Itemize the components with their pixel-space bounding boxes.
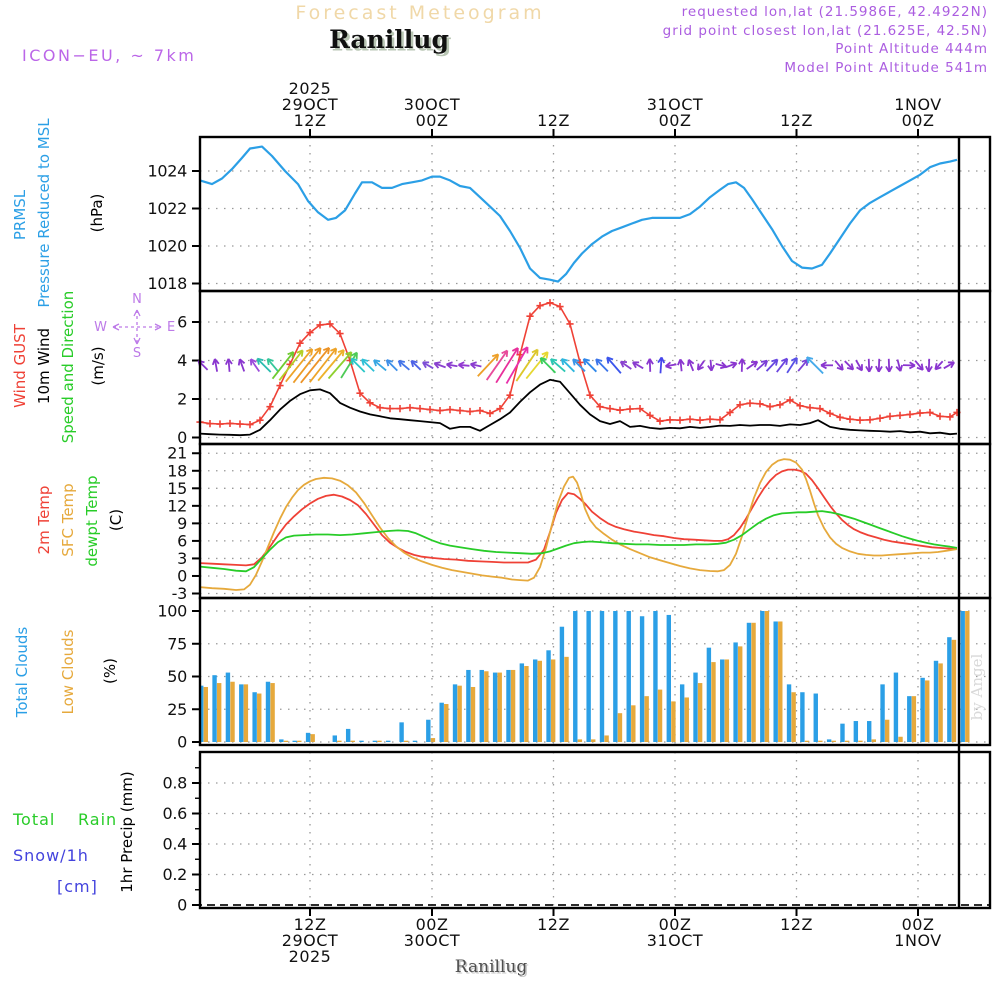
bar-low-clouds bbox=[377, 741, 381, 742]
bar-total-clouds bbox=[773, 621, 777, 742]
gust-plus-marker bbox=[786, 396, 793, 403]
gust-plus-marker bbox=[606, 405, 613, 412]
pressure-unit-label: (hPa) bbox=[88, 193, 106, 233]
bar-low-clouds bbox=[791, 692, 795, 742]
bar-low-clouds bbox=[725, 659, 729, 742]
bar-total-clouds bbox=[961, 611, 965, 742]
bar-total-clouds bbox=[399, 722, 403, 742]
wind-direction-arrow bbox=[724, 360, 737, 370]
bottom-date-label: 31OCT bbox=[646, 931, 704, 950]
wind-speed-dir-label: Speed and Direction bbox=[59, 290, 77, 444]
gust-plus-marker bbox=[226, 420, 233, 427]
bottom-date-label: 1NOV bbox=[894, 931, 942, 950]
bar-low-clouds bbox=[457, 686, 461, 742]
y-tick-label: 0 bbox=[177, 566, 187, 586]
wind-direction-arrow bbox=[605, 355, 623, 375]
bar-total-clouds bbox=[453, 684, 457, 742]
bar-total-clouds bbox=[279, 739, 283, 742]
y-tick-label: 18 bbox=[167, 461, 187, 481]
y-tick-label: 0.8 bbox=[162, 773, 187, 793]
wind-direction-arrow bbox=[715, 361, 727, 370]
gust-plus-marker bbox=[826, 410, 833, 417]
bar-total-clouds bbox=[480, 670, 484, 742]
wind-direction-arrow bbox=[433, 360, 446, 370]
gust-plus-marker bbox=[746, 400, 753, 407]
gust-plus-marker bbox=[236, 420, 243, 427]
y-tick-label: 25 bbox=[167, 699, 187, 719]
gust-plus-marker bbox=[766, 403, 773, 410]
figure-title: Forecast Meteogram bbox=[295, 2, 545, 24]
bar-total-clouds bbox=[293, 741, 297, 742]
precip-snow-label: Snow/1h bbox=[13, 846, 89, 865]
gust-plus-marker bbox=[676, 417, 683, 424]
bar-low-clouds bbox=[738, 646, 742, 742]
bar-low-clouds bbox=[805, 741, 809, 742]
top-hour-label: 00Z bbox=[901, 111, 935, 130]
bar-low-clouds bbox=[204, 687, 208, 742]
bar-total-clouds bbox=[947, 637, 951, 742]
wind-direction-arrow bbox=[470, 361, 482, 369]
gust-plus-marker bbox=[906, 411, 913, 418]
bar-total-clouds bbox=[934, 661, 938, 742]
bar-total-clouds bbox=[333, 735, 337, 742]
gust-plus-marker bbox=[206, 420, 213, 427]
gust-plus-marker bbox=[666, 416, 673, 423]
wind-10m-label: 10m Wind bbox=[35, 327, 53, 405]
bar-low-clouds bbox=[644, 696, 648, 742]
y-tick-label: 6 bbox=[177, 312, 187, 332]
y-tick-label: 6 bbox=[177, 531, 187, 551]
top-hour-label: 12Z bbox=[537, 111, 570, 130]
bar-low-clouds bbox=[604, 735, 608, 742]
gust-plus-marker bbox=[216, 420, 223, 427]
y-tick-label: 0.2 bbox=[162, 865, 187, 884]
bar-total-clouds bbox=[707, 648, 711, 742]
bar-low-clouds bbox=[618, 713, 622, 742]
y-tick-label: 1018 bbox=[147, 274, 187, 293]
wind-direction-arrow bbox=[619, 359, 633, 372]
gust-plus-marker bbox=[876, 415, 883, 422]
series-2m-temp bbox=[200, 470, 957, 566]
top-hour-label: 00Z bbox=[415, 111, 449, 130]
y-tick-label: 1020 bbox=[147, 236, 187, 256]
wind-direction-arrow bbox=[926, 359, 933, 372]
precip-rain-label: Rain bbox=[78, 810, 118, 829]
bar-low-clouds bbox=[925, 680, 929, 742]
bottom-date-label: 29OCT bbox=[281, 931, 339, 950]
bar-total-clouds bbox=[800, 692, 804, 742]
gust-plus-marker bbox=[486, 410, 493, 417]
gust-plus-marker bbox=[886, 413, 893, 420]
y-tick-label: 0 bbox=[177, 732, 187, 752]
bar-low-clouds bbox=[284, 741, 288, 742]
bar-total-clouds bbox=[613, 611, 617, 742]
bar-low-clouds bbox=[270, 683, 274, 742]
wind-direction-arrow bbox=[657, 357, 664, 373]
bar-total-clouds bbox=[640, 616, 644, 742]
bar-total-clouds bbox=[546, 650, 550, 742]
bar-total-clouds bbox=[306, 733, 310, 742]
top-hour-label: 12Z bbox=[293, 111, 327, 130]
gust-plus-marker bbox=[436, 407, 443, 414]
gust-plus-marker bbox=[466, 408, 473, 415]
compass-letter: E bbox=[167, 320, 176, 335]
bar-low-clouds bbox=[297, 741, 301, 742]
wind-direction-arrow bbox=[686, 359, 696, 372]
precip-unit-label: 1hr Precip (mm) bbox=[118, 771, 136, 893]
panel-frame bbox=[200, 598, 990, 745]
wind-direction-arrow bbox=[212, 358, 220, 372]
temp-2m-label: 2m Temp bbox=[35, 485, 53, 555]
credit-watermark: by Angel bbox=[968, 653, 986, 721]
bar-total-clouds bbox=[814, 694, 818, 742]
gust-plus-marker bbox=[896, 412, 903, 419]
grid-point-coords: grid point closest lon,lat (21.625E, 42.5N) bbox=[662, 22, 988, 39]
bar-low-clouds bbox=[685, 697, 689, 742]
top-hour-label: 12Z bbox=[780, 111, 813, 130]
wind-direction-arrow bbox=[421, 360, 434, 371]
bar-low-clouds bbox=[310, 734, 314, 742]
panel-wind bbox=[177, 291, 990, 447]
wind-direction-arrow bbox=[903, 362, 915, 369]
pressure-label-long: Pressure Reduced to MSL bbox=[35, 118, 53, 308]
y-tick-label: 0 bbox=[177, 428, 187, 447]
wind-direction-arrow bbox=[538, 356, 557, 375]
wind-direction-arrow bbox=[821, 362, 833, 368]
bar-low-clouds bbox=[832, 741, 836, 742]
bar-low-clouds bbox=[471, 687, 475, 742]
top-date-label: 1NOV bbox=[894, 95, 942, 114]
pressure-label-prmsl: PRMSL bbox=[11, 189, 29, 241]
panel-clouds bbox=[157, 598, 990, 752]
y-tick-label: 0.4 bbox=[162, 834, 187, 854]
bar-total-clouds bbox=[840, 724, 844, 742]
y-tick-label: 1022 bbox=[147, 199, 187, 218]
bottom-hour-label: 00Z bbox=[415, 915, 449, 934]
bar-low-clouds bbox=[484, 671, 488, 742]
bar-total-clouds bbox=[493, 673, 497, 742]
bar-low-clouds bbox=[431, 738, 435, 742]
y-tick-label: 15 bbox=[167, 478, 187, 498]
y-tick-label: 21 bbox=[167, 443, 187, 463]
temp-unit-label: (C) bbox=[107, 508, 125, 532]
bar-low-clouds bbox=[938, 663, 942, 742]
wind-direction-arrow bbox=[237, 358, 247, 372]
bar-total-clouds bbox=[894, 673, 898, 742]
gust-plus-marker bbox=[686, 416, 693, 423]
compass-letter: S bbox=[132, 346, 142, 361]
y-tick-label: 12 bbox=[167, 496, 187, 516]
wind-direction-arrow bbox=[894, 359, 903, 372]
gust-plus-marker bbox=[396, 405, 403, 412]
wind-unit-label: (m/s) bbox=[89, 346, 107, 386]
bar-low-clouds bbox=[511, 670, 515, 742]
wind-direction-arrow bbox=[833, 359, 845, 372]
bar-total-clouds bbox=[426, 720, 430, 742]
header-coordinates-block bbox=[663, 3, 988, 77]
bottom-hour-label: 12Z bbox=[293, 915, 327, 934]
bar-low-clouds bbox=[898, 737, 902, 742]
bar-total-clouds bbox=[346, 729, 350, 742]
bar-total-clouds bbox=[747, 623, 751, 742]
wind-direction-arrow bbox=[360, 357, 377, 373]
y-tick-label: 9 bbox=[177, 513, 187, 533]
gust-plus-marker bbox=[926, 409, 933, 416]
bar-total-clouds bbox=[867, 721, 871, 742]
bar-total-clouds bbox=[439, 703, 443, 742]
bar-low-clouds bbox=[498, 673, 502, 742]
panel-pressure bbox=[147, 137, 990, 293]
y-tick-label: 0 bbox=[177, 895, 187, 915]
gust-plus-marker bbox=[836, 414, 843, 421]
bar-low-clouds bbox=[631, 705, 635, 742]
bar-low-clouds bbox=[257, 694, 261, 742]
y-tick-label: 0.6 bbox=[162, 804, 187, 823]
bar-total-clouds bbox=[413, 741, 417, 742]
gust-plus-marker bbox=[456, 407, 463, 414]
panel-frame bbox=[200, 752, 990, 908]
wind-direction-arrow bbox=[866, 359, 873, 372]
bar-low-clouds bbox=[551, 659, 555, 742]
bar-low-clouds bbox=[765, 611, 769, 742]
footer-station-caption: Ranillug bbox=[454, 957, 528, 977]
wind-direction-arrow bbox=[942, 360, 955, 371]
bar-total-clouds bbox=[920, 678, 924, 742]
bar-total-clouds bbox=[600, 611, 604, 742]
bar-low-clouds bbox=[524, 666, 528, 742]
bar-low-clouds bbox=[858, 741, 862, 742]
wind-direction-arrow bbox=[225, 359, 232, 372]
temp-sfc-label: SFC Temp bbox=[59, 483, 77, 557]
bar-total-clouds bbox=[212, 675, 216, 742]
bottom-hour-label: 12Z bbox=[780, 915, 813, 934]
bar-total-clouds bbox=[266, 682, 270, 742]
bar-low-clouds bbox=[591, 739, 595, 742]
bar-total-clouds bbox=[854, 721, 858, 742]
station-title: Ranillug bbox=[329, 25, 449, 54]
gust-plus-marker bbox=[816, 405, 823, 412]
bar-low-clouds bbox=[778, 621, 782, 742]
gust-plus-marker bbox=[546, 299, 553, 306]
gust-plus-marker bbox=[566, 320, 573, 327]
bottom-hour-label: 00Z bbox=[658, 915, 692, 934]
wind-direction-arrow bbox=[631, 360, 644, 371]
model-label: ICON−EU, ~ 7km bbox=[22, 46, 197, 65]
wind-direction-arrow bbox=[933, 359, 945, 371]
bar-total-clouds bbox=[252, 692, 256, 742]
bar-total-clouds bbox=[386, 741, 390, 742]
bar-total-clouds bbox=[693, 673, 697, 742]
bottom-hour-label: 12Z bbox=[537, 915, 570, 934]
wind-direction-arrow bbox=[458, 362, 469, 369]
gust-plus-marker bbox=[416, 405, 423, 412]
gust-plus-marker bbox=[866, 416, 873, 423]
bar-total-clouds bbox=[520, 663, 524, 742]
bar-total-clouds bbox=[880, 684, 884, 742]
bar-low-clouds bbox=[885, 720, 889, 742]
requested-coords: requested lon,lat (21.5986E, 42.4922N) bbox=[681, 4, 988, 20]
temp-dewpt-label: dewpt Temp bbox=[83, 475, 101, 567]
series-sfc-temp bbox=[200, 459, 957, 590]
series-10m-wind bbox=[200, 380, 957, 435]
bar-low-clouds bbox=[244, 684, 248, 742]
bar-total-clouds bbox=[827, 739, 831, 742]
bar-low-clouds bbox=[698, 683, 702, 742]
gust-plus-marker bbox=[796, 402, 803, 409]
y-tick-label: 1024 bbox=[147, 161, 187, 181]
bar-total-clouds bbox=[733, 642, 737, 742]
wind-direction-arrow bbox=[707, 360, 714, 371]
model-point-altitude: Model Point Altitude 541m bbox=[784, 59, 988, 76]
bar-low-clouds bbox=[337, 741, 341, 742]
bar-total-clouds bbox=[787, 684, 791, 742]
compass-letter: N bbox=[132, 292, 142, 307]
bar-total-clouds bbox=[466, 670, 470, 742]
bar-low-clouds bbox=[538, 661, 542, 742]
gust-plus-marker bbox=[656, 418, 663, 425]
panel-temp bbox=[167, 444, 990, 603]
clouds-unit-label: (%) bbox=[101, 658, 119, 684]
bar-total-clouds bbox=[560, 627, 564, 742]
wind-direction-arrow bbox=[665, 361, 677, 369]
bar-total-clouds bbox=[667, 615, 671, 742]
gust-plus-marker bbox=[806, 404, 813, 411]
wind-direction-arrow bbox=[677, 359, 684, 372]
wind-direction-arrow bbox=[853, 359, 864, 372]
y-tick-label: 100 bbox=[157, 601, 187, 621]
top-year-label: 2025 bbox=[288, 79, 332, 98]
gust-plus-marker bbox=[446, 406, 453, 413]
wind-direction-arrow bbox=[298, 346, 331, 385]
y-tick-label: 4 bbox=[177, 351, 187, 370]
bar-low-clouds bbox=[872, 739, 876, 742]
bar-total-clouds bbox=[359, 741, 363, 742]
y-tick-label: 50 bbox=[167, 667, 187, 686]
bar-total-clouds bbox=[373, 741, 377, 742]
y-tick-label: 3 bbox=[177, 548, 187, 568]
bar-total-clouds bbox=[720, 659, 724, 742]
gust-plus-marker bbox=[376, 404, 383, 411]
bar-low-clouds bbox=[444, 704, 448, 742]
bar-total-clouds bbox=[573, 611, 577, 742]
series-prmsl bbox=[200, 147, 957, 282]
y-tick-label: -3 bbox=[171, 584, 187, 603]
y-tick-label: 75 bbox=[167, 634, 187, 654]
time-axis bbox=[282, 79, 942, 966]
compass-letter: W bbox=[94, 320, 107, 335]
bar-low-clouds bbox=[845, 741, 849, 742]
bottom-year-label: 2025 bbox=[288, 947, 332, 966]
bar-total-clouds bbox=[239, 684, 243, 742]
point-altitude: Point Altitude 444m bbox=[835, 41, 988, 57]
total-clouds-label: Total Clouds bbox=[13, 626, 31, 718]
bar-low-clouds bbox=[658, 690, 662, 742]
precip-cm-label: [cm] bbox=[57, 877, 98, 896]
bar-low-clouds bbox=[404, 741, 408, 742]
bottom-hour-label: 00Z bbox=[901, 915, 935, 934]
top-date-label: 30OCT bbox=[403, 95, 461, 114]
wind-gust-label: Wind GUST bbox=[11, 324, 29, 408]
gust-plus-marker bbox=[616, 407, 623, 414]
bar-total-clouds bbox=[653, 611, 657, 742]
gust-plus-marker bbox=[246, 421, 253, 428]
gust-plus-marker bbox=[626, 405, 633, 412]
top-date-label: 31OCT bbox=[646, 95, 704, 114]
bar-total-clouds bbox=[586, 611, 590, 742]
bar-low-clouds bbox=[217, 683, 221, 742]
gust-plus-marker bbox=[276, 382, 283, 389]
gust-plus-marker bbox=[556, 303, 563, 310]
bar-low-clouds bbox=[952, 640, 956, 742]
gust-plus-marker bbox=[696, 417, 703, 424]
y-tick-label: 2 bbox=[177, 389, 187, 409]
panel-frame bbox=[200, 444, 990, 598]
gust-plus-marker bbox=[856, 417, 863, 424]
bar-low-clouds bbox=[912, 696, 916, 742]
low-clouds-label: Low Clouds bbox=[59, 629, 77, 715]
gust-plus-marker bbox=[476, 407, 483, 414]
bar-low-clouds bbox=[751, 623, 755, 742]
gust-plus-marker bbox=[406, 404, 413, 411]
bar-low-clouds bbox=[711, 662, 715, 742]
bar-low-clouds bbox=[351, 741, 355, 742]
top-date-label: 29OCT bbox=[281, 95, 339, 114]
bar-total-clouds bbox=[506, 670, 510, 742]
bar-total-clouds bbox=[533, 659, 537, 742]
gust-plus-marker bbox=[706, 416, 713, 423]
bar-low-clouds bbox=[671, 701, 675, 742]
bar-total-clouds bbox=[760, 611, 764, 742]
wind-direction-arrow bbox=[886, 359, 893, 372]
bar-low-clouds bbox=[578, 739, 582, 742]
bar-total-clouds bbox=[226, 673, 230, 742]
bar-low-clouds bbox=[230, 682, 234, 742]
gust-plus-marker bbox=[756, 400, 763, 407]
panel-precip bbox=[162, 752, 990, 915]
precip-total-label: Total bbox=[13, 810, 56, 829]
wind-direction-arrow bbox=[446, 361, 458, 369]
top-hour-label: 00Z bbox=[658, 111, 692, 130]
bar-total-clouds bbox=[627, 611, 631, 742]
gust-plus-marker bbox=[936, 413, 943, 420]
bottom-date-label: 30OCT bbox=[403, 931, 461, 950]
gust-plus-marker bbox=[916, 409, 923, 416]
wind-direction-arrow bbox=[647, 359, 654, 372]
bar-total-clouds bbox=[680, 684, 684, 742]
gust-plus-marker bbox=[776, 401, 783, 408]
bar-low-clouds bbox=[564, 657, 568, 742]
bar-low-clouds bbox=[818, 741, 822, 742]
gust-plus-marker bbox=[386, 405, 393, 412]
bar-total-clouds bbox=[907, 696, 911, 742]
gust-plus-marker bbox=[846, 416, 853, 423]
